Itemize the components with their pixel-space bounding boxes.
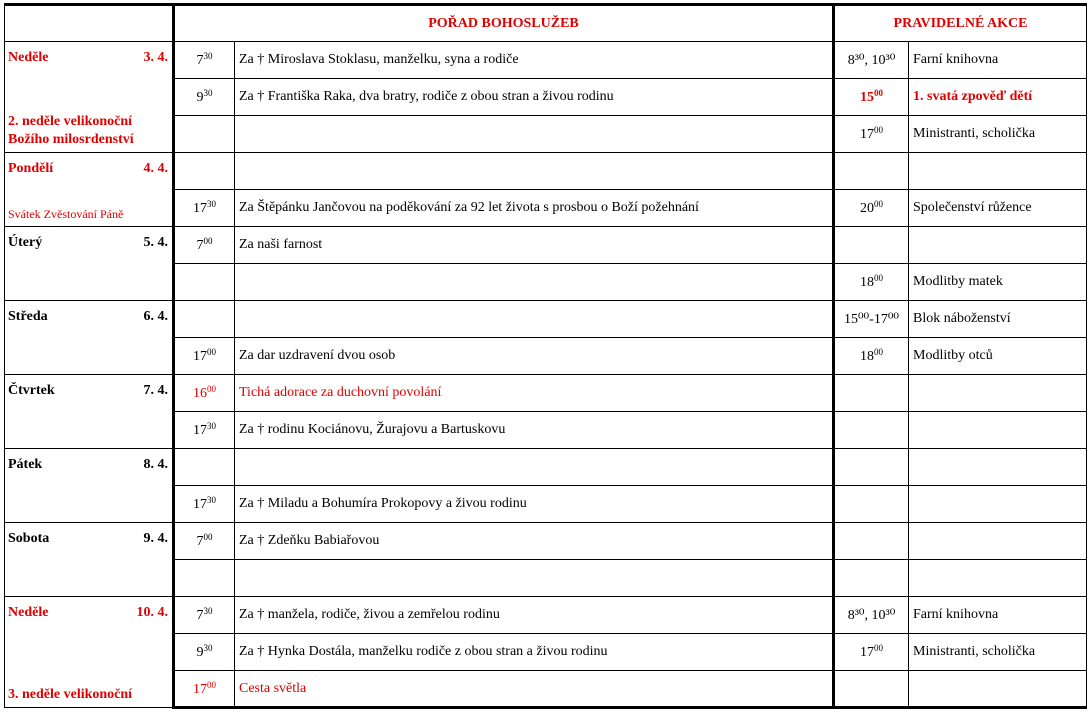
activity-time <box>834 227 909 264</box>
activity-name: Farní knihovna <box>909 42 1087 79</box>
time-minute: 00 <box>207 384 216 394</box>
time-hour: 7 <box>196 608 204 623</box>
mass-time <box>174 449 235 486</box>
mass-intention <box>235 301 834 338</box>
schedule-row <box>5 449 1087 486</box>
mass-time <box>174 412 235 449</box>
mass-intention <box>235 153 834 190</box>
activity-name <box>909 449 1087 486</box>
mass-intention <box>235 449 834 486</box>
day-cell <box>5 375 174 449</box>
schedule-row <box>5 301 1087 338</box>
activity-time: 8³⁰, 10³⁰ <box>834 597 909 634</box>
day-cell <box>5 153 174 227</box>
time-minute: 00 <box>203 236 213 246</box>
schedule-row <box>5 523 1087 560</box>
day-name: Neděle <box>8 605 49 620</box>
time-minute: 00 <box>874 347 883 357</box>
mass-intention: Cesta světla <box>235 671 834 708</box>
time-hour: 18 <box>860 349 874 364</box>
activity-time <box>834 116 909 153</box>
time-hour: 7 <box>196 534 204 549</box>
activity-time <box>834 449 909 486</box>
schedule-row <box>5 42 1087 79</box>
time-hour: 16 <box>193 386 207 401</box>
mass-intention <box>235 116 834 153</box>
activity-time <box>834 79 909 116</box>
activity-time <box>834 523 909 560</box>
schedule-row <box>5 597 1087 634</box>
day-name: Neděle <box>8 50 49 65</box>
activity-name: 1. svatá zpověď dětí <box>909 79 1087 116</box>
time-hour: 17 <box>860 127 874 142</box>
time-minute: 00 <box>874 125 883 135</box>
time-hour: 7 <box>196 53 204 68</box>
day-date: 3. 4. <box>143 50 168 65</box>
day-note: Svátek Zvěstování Páně <box>8 207 124 221</box>
activity-time <box>834 190 909 227</box>
time-minute: 00 <box>207 679 216 690</box>
day-cell <box>5 301 174 375</box>
activity-name <box>909 523 1087 560</box>
activity-name <box>909 375 1087 412</box>
table-header-row <box>5 5 1087 42</box>
day-cell <box>5 227 174 301</box>
time-minute: 30 <box>207 199 216 209</box>
day-note: 2. neděle velikonoční Božího milosrdenství <box>8 114 134 147</box>
day-date: 6. 4. <box>143 309 168 324</box>
day-date: 5. 4. <box>143 235 168 250</box>
time-minute: 30 <box>207 495 216 505</box>
activity-name <box>909 153 1087 190</box>
time-hour: 15 <box>860 90 874 105</box>
time-minute: 00 <box>874 88 883 98</box>
mass-intention: Za † manžela, rodiče, živou a zemřelou rodinu <box>235 597 834 634</box>
schedule-row <box>5 227 1087 264</box>
activity-name: Ministranti, scholička <box>909 116 1087 153</box>
activity-time <box>834 486 909 523</box>
time-minute: 00 <box>207 347 216 357</box>
day-date: 10. 4. <box>136 605 168 620</box>
day-note: 3. neděle velikonoční <box>8 687 133 702</box>
schedule-table <box>4 3 1087 709</box>
day-cell <box>5 42 174 153</box>
mass-time <box>174 523 235 560</box>
time-hour: 20 <box>860 201 874 216</box>
day-name: Pondělí <box>8 161 54 176</box>
activity-time <box>834 338 909 375</box>
activity-time <box>834 264 909 301</box>
activity-name: Společenství růžence <box>909 190 1087 227</box>
mass-time <box>174 375 235 412</box>
mass-intention: Tichá adorace za duchovní povolání <box>235 375 834 412</box>
activity-name <box>909 671 1087 708</box>
header-porad-bohosluzeb: POŘAD BOHOSLUŽEB <box>174 5 834 42</box>
activity-time <box>834 634 909 671</box>
activity-time: 15⁰⁰-17⁰⁰ <box>834 301 909 338</box>
mass-time <box>174 486 235 523</box>
mass-time <box>174 597 235 634</box>
mass-time <box>174 153 235 190</box>
header-blank-cell <box>5 5 174 42</box>
activity-time <box>834 560 909 597</box>
time-hour: 7 <box>196 238 204 253</box>
activity-time <box>834 412 909 449</box>
mass-intention: Za † Hynka Dostála, manželku rodiče z obou stran a živou rodinu <box>235 634 834 671</box>
mass-time <box>174 671 235 708</box>
schedule-row <box>5 153 1087 190</box>
time-hour: 17 <box>193 423 207 438</box>
day-date: 9. 4. <box>143 531 168 546</box>
mass-intention: Za naši farnost <box>235 227 834 264</box>
mass-intention <box>235 560 834 597</box>
time-minute: 30 <box>207 421 216 431</box>
schedule-row <box>5 375 1087 412</box>
header-pravidelne-akce: PRAVIDELNÉ AKCE <box>834 5 1087 42</box>
mass-time <box>174 227 235 264</box>
activity-time <box>834 671 909 708</box>
mass-time <box>174 560 235 597</box>
time-minute: 00 <box>874 643 883 653</box>
day-cell <box>5 449 174 523</box>
mass-time <box>174 264 235 301</box>
time-minute: 30 <box>203 88 213 98</box>
mass-intention: Za Štěpánku Jančovou na poděkování za 92 let života s prosbou o Boží požehnání <box>235 190 834 227</box>
mass-intention: Za † Miroslava Stoklasu, manželku, syna a rodiče <box>235 42 834 79</box>
mass-time <box>174 116 235 153</box>
day-name: Středa <box>8 309 48 324</box>
activity-time <box>834 153 909 190</box>
mass-time <box>174 190 235 227</box>
activity-name: Modlitby otců <box>909 338 1087 375</box>
mass-time <box>174 79 235 116</box>
mass-time <box>174 42 235 79</box>
time-minute: 00 <box>874 273 883 283</box>
activity-name: Blok náboženství <box>909 301 1087 338</box>
mass-intention: Za dar uzdravení dvou osob <box>235 338 834 375</box>
day-date: 4. 4. <box>143 161 168 176</box>
mass-time <box>174 338 235 375</box>
time-hour: 17 <box>193 349 207 364</box>
time-hour: 17 <box>193 681 207 697</box>
day-name: Sobota <box>8 531 50 546</box>
activity-time <box>834 375 909 412</box>
time-hour: 17 <box>193 201 207 216</box>
activity-name <box>909 227 1087 264</box>
time-minute: 30 <box>203 606 213 616</box>
day-date: 8. 4. <box>143 457 168 472</box>
mass-intention: Za † Zdeňku Babiařovou <box>235 523 834 560</box>
day-date: 7. 4. <box>143 383 168 398</box>
time-minute: 00 <box>203 532 213 542</box>
mass-time <box>174 634 235 671</box>
mass-intention: Za † rodinu Kociánovu, Žurajovu a Bartuskovu <box>235 412 834 449</box>
time-hour: 17 <box>860 645 874 660</box>
activity-name <box>909 560 1087 597</box>
activity-name: Farní knihovna <box>909 597 1087 634</box>
activity-time: 8³⁰, 10³⁰ <box>834 42 909 79</box>
mass-intention <box>235 264 834 301</box>
activity-name: Modlitby matek <box>909 264 1087 301</box>
activity-name <box>909 486 1087 523</box>
time-hour: 18 <box>860 275 874 290</box>
day-name: Pátek <box>8 457 43 472</box>
mass-intention: Za † Miladu a Bohumíra Prokopovy a živou rodinu <box>235 486 834 523</box>
time-minute: 00 <box>874 199 883 209</box>
day-name: Úterý <box>8 235 43 250</box>
day-name: Čtvrtek <box>8 383 55 398</box>
mass-time <box>174 301 235 338</box>
time-hour: 9 <box>196 645 204 660</box>
time-minute: 30 <box>203 51 213 61</box>
day-cell <box>5 597 174 708</box>
time-minute: 30 <box>203 643 213 653</box>
activity-name: Ministranti, scholička <box>909 634 1087 671</box>
day-cell <box>5 523 174 597</box>
activity-name <box>909 412 1087 449</box>
time-hour: 17 <box>193 497 207 512</box>
mass-intention: Za † Františka Raka, dva bratry, rodiče z obou stran a živou rodinu <box>235 79 834 116</box>
time-hour: 9 <box>196 90 204 105</box>
